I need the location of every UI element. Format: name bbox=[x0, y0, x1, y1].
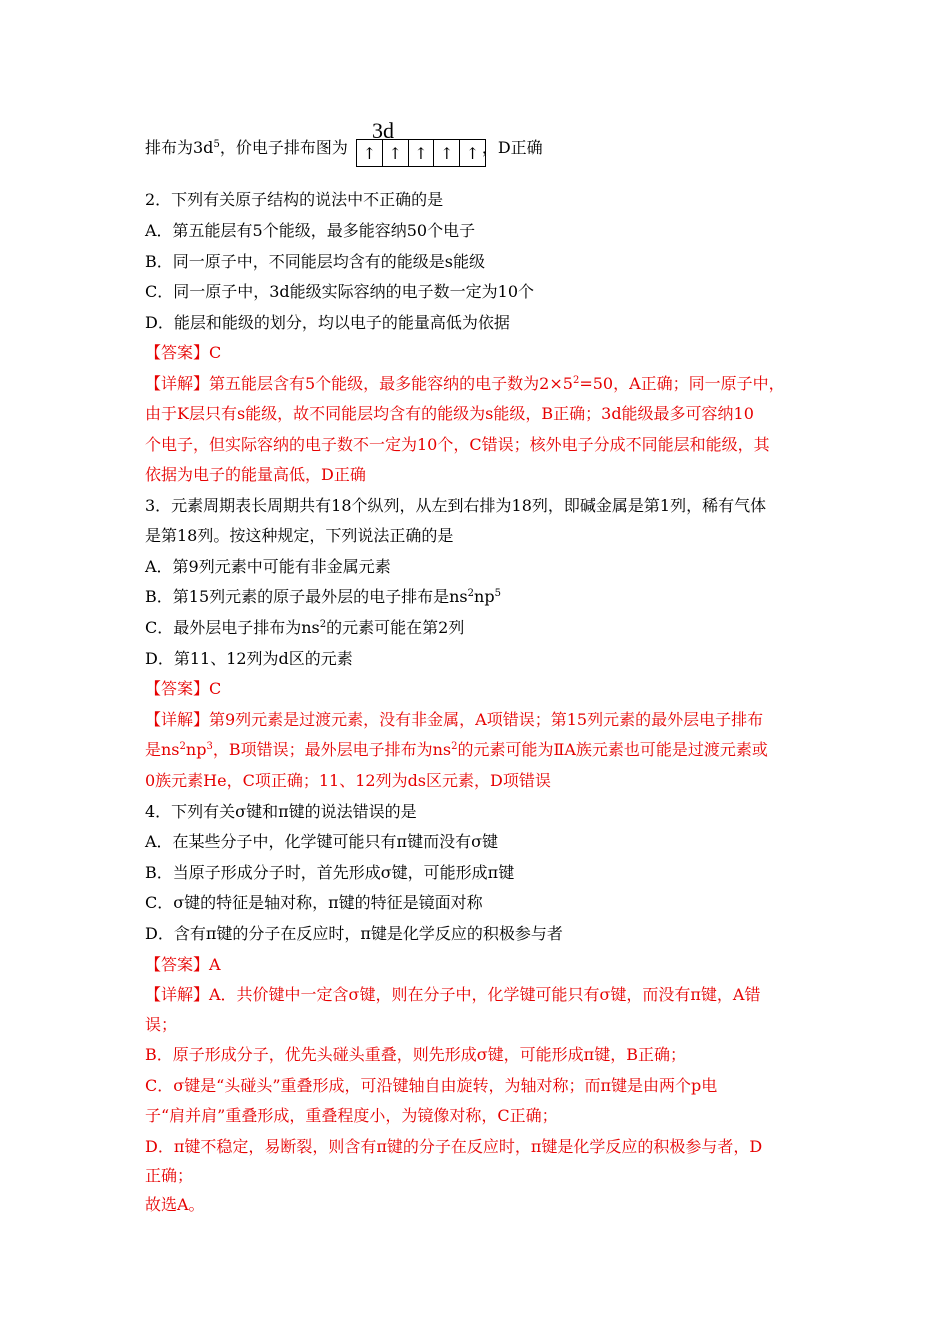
q4-explanation-line: 【详解】A．共价键中一定含σ键，则在分子中，化学键可能只有σ键，而没有π键，A错 bbox=[145, 985, 761, 1004]
q4-option-b: B．当原子形成分子时，首先形成σ键，可能形成π键 bbox=[145, 863, 515, 882]
q3-stem: 3．元素周期表长周期共有18个纵列，从左到右排为18列，即碱金属是第1列，稀有气体 bbox=[145, 496, 767, 515]
superscript: 2 bbox=[467, 588, 475, 599]
text: 【详解】第五能层含有5个能级，最多能容纳的电子数为2×5 bbox=[145, 374, 573, 393]
q3-explanation-line: 【详解】第9列元素是过渡元素，没有非金属，A项错误；第15列元素的最外层电子排布 bbox=[145, 710, 764, 729]
q4-explanation-line: 正确； bbox=[145, 1166, 194, 1185]
text: np bbox=[474, 587, 495, 606]
superscript: 5 bbox=[213, 139, 220, 150]
q3-option-b bbox=[145, 587, 501, 607]
text: ，价电子排布图为 bbox=[219, 138, 348, 157]
q4-option-a: A．在某些分子中，化学键可能只有π键而没有σ键 bbox=[145, 832, 498, 851]
q2-stem: 2．下列有关原子结构的说法中不正确的是 bbox=[145, 190, 444, 209]
text: 的元素可能为ⅡA族元素也可能是过渡元素或 bbox=[457, 740, 768, 759]
text: np bbox=[185, 740, 207, 759]
q4-stem: 4．下列有关σ键和π键的说法错误的是 bbox=[145, 802, 417, 821]
text: B．第15列元素的原子最外层的电子排布是ns bbox=[145, 587, 468, 606]
superscript: 2 bbox=[572, 375, 580, 386]
q2-explanation-line: 个电子，但实际容纳的电子数不一定为10个，C错误；核外电子分成不同能层和能级，其 bbox=[145, 435, 770, 454]
q4-answer: 【答案】A bbox=[145, 955, 221, 974]
q3-option-a: A．第9列元素中可能有非金属元素 bbox=[145, 557, 391, 576]
text: C．最外层电子排布为ns bbox=[145, 618, 320, 637]
text: 排布为3d bbox=[145, 138, 214, 157]
orbital-diagram bbox=[356, 139, 486, 167]
orbital-box bbox=[409, 140, 435, 166]
q4-explanation-line: 子“肩并肩”重叠形成，重叠程度小，为镜像对称，C正确； bbox=[145, 1106, 558, 1125]
text: ，B项错误；最外层电子排布为ns bbox=[212, 740, 452, 759]
up-arrow-icon: ↑ bbox=[388, 143, 402, 163]
superscript: 3 bbox=[206, 741, 213, 752]
q3-answer: 【答案】C bbox=[145, 679, 222, 698]
q2-explanation-line: 依据为电子的能量高低，D正确 bbox=[145, 465, 366, 484]
q2-option-b: B．同一原子中，不同能层均含有的能级是s能级 bbox=[145, 252, 485, 271]
q4-explanation-line: D．π键不稳定，易断裂，则含有π键的分子在反应时，π键是化学反应的积极参与者，D bbox=[145, 1137, 763, 1156]
superscript: 2 bbox=[451, 741, 458, 752]
up-arrow-icon: ↑ bbox=[465, 143, 480, 163]
superscript: 5 bbox=[494, 588, 501, 599]
orbital-box bbox=[383, 140, 409, 166]
up-arrow-icon: ↑ bbox=[362, 143, 377, 163]
q2-option-a: A．第五能层有5个能级，最多能容纳50个电子 bbox=[145, 221, 476, 240]
q3-option-c bbox=[145, 618, 464, 638]
up-arrow-icon: ↑ bbox=[440, 143, 454, 163]
q3-option-d: D．第11、12列为d区的元素 bbox=[145, 649, 353, 668]
q2-explanation-line: 由于K层只有s能级，故不同能层均含有的能级为s能级，B正确；3d能级最多可容纳10 bbox=[145, 404, 754, 423]
up-arrow-icon: ↑ bbox=[414, 143, 428, 163]
orbital-label: 3d bbox=[372, 118, 394, 143]
q3-stem: 是第18列。按这种规定，下列说法正确的是 bbox=[145, 526, 454, 545]
text: 的元素可能在第2列 bbox=[326, 618, 465, 637]
q2-explanation-line bbox=[145, 374, 785, 394]
q2-answer: 【答案】C bbox=[145, 343, 222, 362]
q4-explanation-line: 故选A。 bbox=[145, 1195, 205, 1214]
q4-explanation-line: C．σ键是“头碰头”重叠形成，可沿键轴自由旋转，为轴对称；而π键是由两个p电 bbox=[145, 1076, 718, 1095]
text: ，D正确 bbox=[481, 138, 543, 157]
text: 是ns bbox=[145, 740, 180, 759]
q4-option-c: C．σ键的特征是轴对称，π键的特征是镜面对称 bbox=[145, 893, 483, 912]
q3-explanation-line bbox=[145, 740, 768, 760]
q4-explanation-line: B．原子形成分子，优先头碰头重叠，则先形成σ键，可能形成π键，B正确； bbox=[145, 1045, 686, 1064]
orbital-box bbox=[460, 140, 485, 166]
q4-option-d: D．含有π键的分子在反应时，π键是化学反应的积极参与者 bbox=[145, 924, 563, 943]
orbital-box bbox=[434, 140, 460, 166]
superscript: 2 bbox=[179, 741, 186, 752]
q3-explanation-line: 0族元素He，C项正确；11、12列为ds区元素，D项错误 bbox=[145, 771, 551, 790]
q2-option-d: D．能层和能级的划分，均以电子的能量高低为依据 bbox=[145, 313, 510, 332]
orbital-box bbox=[357, 140, 383, 166]
superscript: 2 bbox=[319, 619, 327, 630]
q4-explanation-line: 误； bbox=[145, 1015, 178, 1034]
text: =50，A正确；同一原子中， bbox=[579, 374, 785, 393]
q2-option-c: C．同一原子中，3d能级实际容纳的电子数一定为10个 bbox=[145, 282, 535, 301]
